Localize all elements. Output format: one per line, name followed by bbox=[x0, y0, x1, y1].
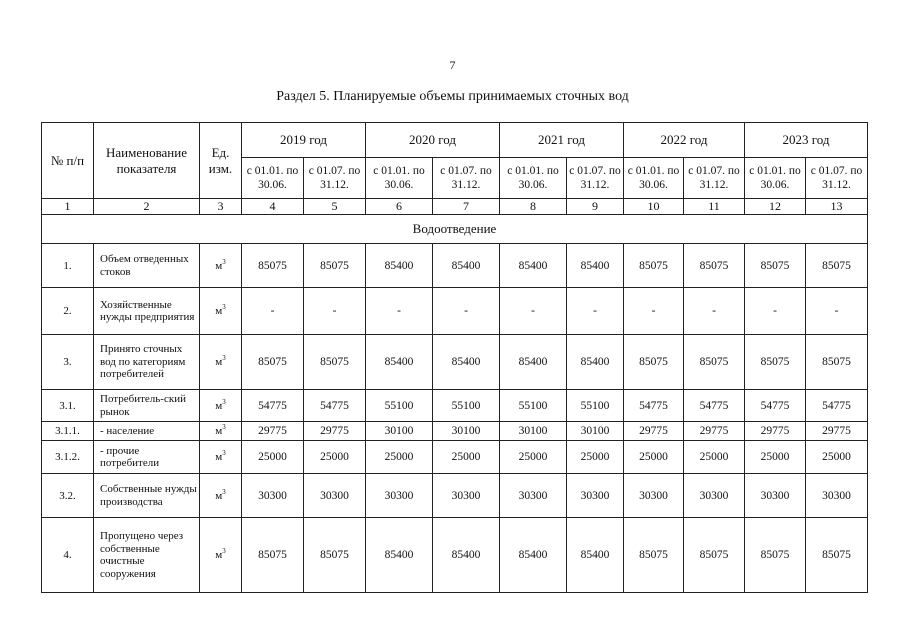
value-cell: 54775 bbox=[806, 390, 868, 422]
header-period-first: с 01.01. по 30.06. bbox=[745, 158, 806, 199]
value-cell: 55100 bbox=[500, 390, 567, 422]
value-cell: - bbox=[433, 288, 500, 335]
header-period-second: с 01.07. по 31.12. bbox=[304, 158, 366, 199]
value-cell: 85075 bbox=[684, 335, 745, 390]
value-cell: 30300 bbox=[624, 474, 684, 518]
value-cell: 29775 bbox=[745, 422, 806, 441]
row-index: 3. bbox=[42, 335, 94, 390]
header-year: 2021 год bbox=[500, 123, 624, 158]
value-cell: 85075 bbox=[806, 335, 868, 390]
value-cell: 55100 bbox=[567, 390, 624, 422]
row-name: Потребитель-ский рынок bbox=[94, 390, 200, 422]
column-number: 10 bbox=[624, 199, 684, 215]
table-row bbox=[42, 390, 868, 422]
value-cell: 30300 bbox=[806, 474, 868, 518]
value-cell: 54775 bbox=[624, 390, 684, 422]
value-cell: 30100 bbox=[366, 422, 433, 441]
value-cell: 30300 bbox=[366, 474, 433, 518]
column-number: 5 bbox=[304, 199, 366, 215]
table-row bbox=[42, 518, 868, 593]
row-name: Пропущено через собственные очистные сооружения bbox=[94, 518, 200, 593]
value-cell: 30300 bbox=[304, 474, 366, 518]
value-cell: 85400 bbox=[366, 335, 433, 390]
row-index: 3.1.2. bbox=[42, 441, 94, 474]
value-cell: 29775 bbox=[624, 422, 684, 441]
value-cell: 85400 bbox=[433, 518, 500, 593]
row-index: 3.2. bbox=[42, 474, 94, 518]
column-number: 2 bbox=[94, 199, 200, 215]
value-cell: 85400 bbox=[433, 244, 500, 288]
unit-base: м bbox=[215, 356, 223, 368]
column-number: 1 bbox=[42, 199, 94, 215]
unit-exponent: 3 bbox=[222, 487, 226, 496]
unit-base: м bbox=[215, 425, 223, 437]
value-cell: 29775 bbox=[684, 422, 745, 441]
value-cell: 85075 bbox=[684, 518, 745, 593]
value-cell: 30300 bbox=[500, 474, 567, 518]
value-cell: 85400 bbox=[366, 244, 433, 288]
column-number: 8 bbox=[500, 199, 567, 215]
row-index: 4. bbox=[42, 518, 94, 593]
value-cell: 85075 bbox=[624, 244, 684, 288]
row-name: Принято сточных вод по категориям потребителей bbox=[94, 335, 200, 390]
value-cell: 85075 bbox=[304, 518, 366, 593]
value-cell: 54775 bbox=[304, 390, 366, 422]
value-cell: 25000 bbox=[684, 441, 745, 474]
row-index: 1. bbox=[42, 244, 94, 288]
column-numbers-row bbox=[42, 199, 868, 215]
row-index: 2. bbox=[42, 288, 94, 335]
value-cell: - bbox=[500, 288, 567, 335]
value-cell: 54775 bbox=[684, 390, 745, 422]
value-cell: 85400 bbox=[433, 335, 500, 390]
header-year: 2020 год bbox=[366, 123, 500, 158]
header-year: 2022 год bbox=[624, 123, 745, 158]
row-unit bbox=[200, 288, 242, 335]
column-number: 7 bbox=[433, 199, 500, 215]
value-cell: 85400 bbox=[500, 335, 567, 390]
table-row bbox=[42, 441, 868, 474]
value-cell: 85075 bbox=[242, 335, 304, 390]
row-name: Объем отведенных стоков bbox=[94, 244, 200, 288]
value-cell: 25000 bbox=[366, 441, 433, 474]
water-volume-table bbox=[41, 122, 868, 593]
header-period-second: с 01.07. по 31.12. bbox=[433, 158, 500, 199]
unit-base: м bbox=[215, 451, 223, 463]
row-unit bbox=[200, 244, 242, 288]
row-index: 3.1.1. bbox=[42, 422, 94, 441]
column-number: 3 bbox=[200, 199, 242, 215]
value-cell: 55100 bbox=[366, 390, 433, 422]
header-period-second: с 01.07. по 31.12. bbox=[684, 158, 745, 199]
header-period-first: с 01.01. по 30.06. bbox=[624, 158, 684, 199]
value-cell: 30300 bbox=[745, 474, 806, 518]
value-cell: 85075 bbox=[304, 244, 366, 288]
header-period-second: с 01.07. по 31.12. bbox=[806, 158, 868, 199]
value-cell: 54775 bbox=[745, 390, 806, 422]
value-cell: 30100 bbox=[567, 422, 624, 441]
column-number: 6 bbox=[366, 199, 433, 215]
value-cell: 30100 bbox=[433, 422, 500, 441]
value-cell: 85400 bbox=[500, 518, 567, 593]
row-unit bbox=[200, 474, 242, 518]
value-cell: 30300 bbox=[684, 474, 745, 518]
value-cell: - bbox=[242, 288, 304, 335]
header-year: 2019 год bbox=[242, 123, 366, 158]
value-cell: 85400 bbox=[366, 518, 433, 593]
column-number: 9 bbox=[567, 199, 624, 215]
unit-exponent: 3 bbox=[222, 257, 226, 266]
unit-base: м bbox=[215, 489, 223, 502]
value-cell: 85075 bbox=[624, 335, 684, 390]
unit-exponent: 3 bbox=[222, 303, 226, 311]
column-number: 11 bbox=[684, 199, 745, 215]
header-index: № п/п bbox=[42, 123, 94, 199]
value-cell: 30100 bbox=[500, 422, 567, 441]
value-cell: 25000 bbox=[242, 441, 304, 474]
section-title: Раздел 5. Планируемые объемы принимаемых сточных вод bbox=[276, 89, 629, 104]
value-cell: 85075 bbox=[684, 244, 745, 288]
value-cell: 25000 bbox=[500, 441, 567, 474]
column-number: 4 bbox=[242, 199, 304, 215]
value-cell: 85075 bbox=[624, 518, 684, 593]
value-cell: 25000 bbox=[745, 441, 806, 474]
header-period-first: с 01.01. по 30.06. bbox=[242, 158, 304, 199]
header-period-first: с 01.01. по 30.06. bbox=[500, 158, 567, 199]
value-cell: 25000 bbox=[624, 441, 684, 474]
table-row bbox=[42, 474, 868, 518]
value-cell: 29775 bbox=[242, 422, 304, 441]
table-row bbox=[42, 288, 868, 335]
unit-base: м bbox=[215, 305, 223, 317]
row-unit bbox=[200, 518, 242, 593]
unit-exponent: 3 bbox=[222, 397, 226, 406]
value-cell: 85400 bbox=[567, 335, 624, 390]
table-row bbox=[42, 422, 868, 441]
value-cell: 85075 bbox=[304, 335, 366, 390]
value-cell: 25000 bbox=[806, 441, 868, 474]
unit-exponent: 3 bbox=[222, 547, 226, 555]
value-cell: 25000 bbox=[567, 441, 624, 474]
row-unit bbox=[200, 441, 242, 474]
row-unit bbox=[200, 422, 242, 441]
value-cell: 85075 bbox=[806, 244, 868, 288]
value-cell: - bbox=[684, 288, 745, 335]
value-cell: - bbox=[624, 288, 684, 335]
value-cell: - bbox=[806, 288, 868, 335]
row-name: Хозяйственные нужды предприятия bbox=[94, 288, 200, 335]
row-unit bbox=[200, 335, 242, 390]
group-row bbox=[42, 215, 868, 244]
value-cell: 30300 bbox=[433, 474, 500, 518]
unit-exponent: 3 bbox=[222, 423, 226, 431]
header-period-second: с 01.07. по 31.12. bbox=[567, 158, 624, 199]
unit-base: м bbox=[215, 549, 223, 561]
unit-exponent: 3 bbox=[222, 449, 226, 457]
group-title: Водоотведение bbox=[42, 215, 868, 244]
value-cell: 85075 bbox=[242, 518, 304, 593]
value-cell: 85075 bbox=[745, 335, 806, 390]
value-cell: - bbox=[745, 288, 806, 335]
unit-base: м bbox=[215, 259, 223, 272]
value-cell: 55100 bbox=[433, 390, 500, 422]
value-cell: 85075 bbox=[745, 244, 806, 288]
value-cell: 29775 bbox=[304, 422, 366, 441]
column-number: 12 bbox=[745, 199, 806, 215]
value-cell: 85075 bbox=[242, 244, 304, 288]
value-cell: 85075 bbox=[745, 518, 806, 593]
unit-exponent: 3 bbox=[222, 354, 226, 362]
value-cell: - bbox=[366, 288, 433, 335]
table-row bbox=[42, 335, 868, 390]
unit-base: м bbox=[215, 399, 223, 412]
value-cell: - bbox=[304, 288, 366, 335]
row-name: - прочие потребители bbox=[94, 441, 200, 474]
value-cell: 25000 bbox=[433, 441, 500, 474]
column-number: 13 bbox=[806, 199, 868, 215]
value-cell: 85075 bbox=[806, 518, 868, 593]
value-cell: 29775 bbox=[806, 422, 868, 441]
value-cell: 25000 bbox=[304, 441, 366, 474]
value-cell: 30300 bbox=[567, 474, 624, 518]
page-number: 7 bbox=[449, 58, 456, 72]
value-cell: 85400 bbox=[567, 518, 624, 593]
row-index: 3.1. bbox=[42, 390, 94, 422]
header-year: 2023 год bbox=[745, 123, 868, 158]
header-unit: Ед. изм. bbox=[200, 123, 242, 199]
header-name: Наименование показателя bbox=[94, 123, 200, 199]
value-cell: 85400 bbox=[500, 244, 567, 288]
value-cell: 85400 bbox=[567, 244, 624, 288]
row-name: Собственные нужды производства bbox=[94, 474, 200, 518]
row-unit bbox=[200, 390, 242, 422]
row-name: - население bbox=[94, 422, 200, 441]
value-cell: - bbox=[567, 288, 624, 335]
value-cell: 30300 bbox=[242, 474, 304, 518]
table-row bbox=[42, 244, 868, 288]
header-period-first: с 01.01. по 30.06. bbox=[366, 158, 433, 199]
value-cell: 54775 bbox=[242, 390, 304, 422]
